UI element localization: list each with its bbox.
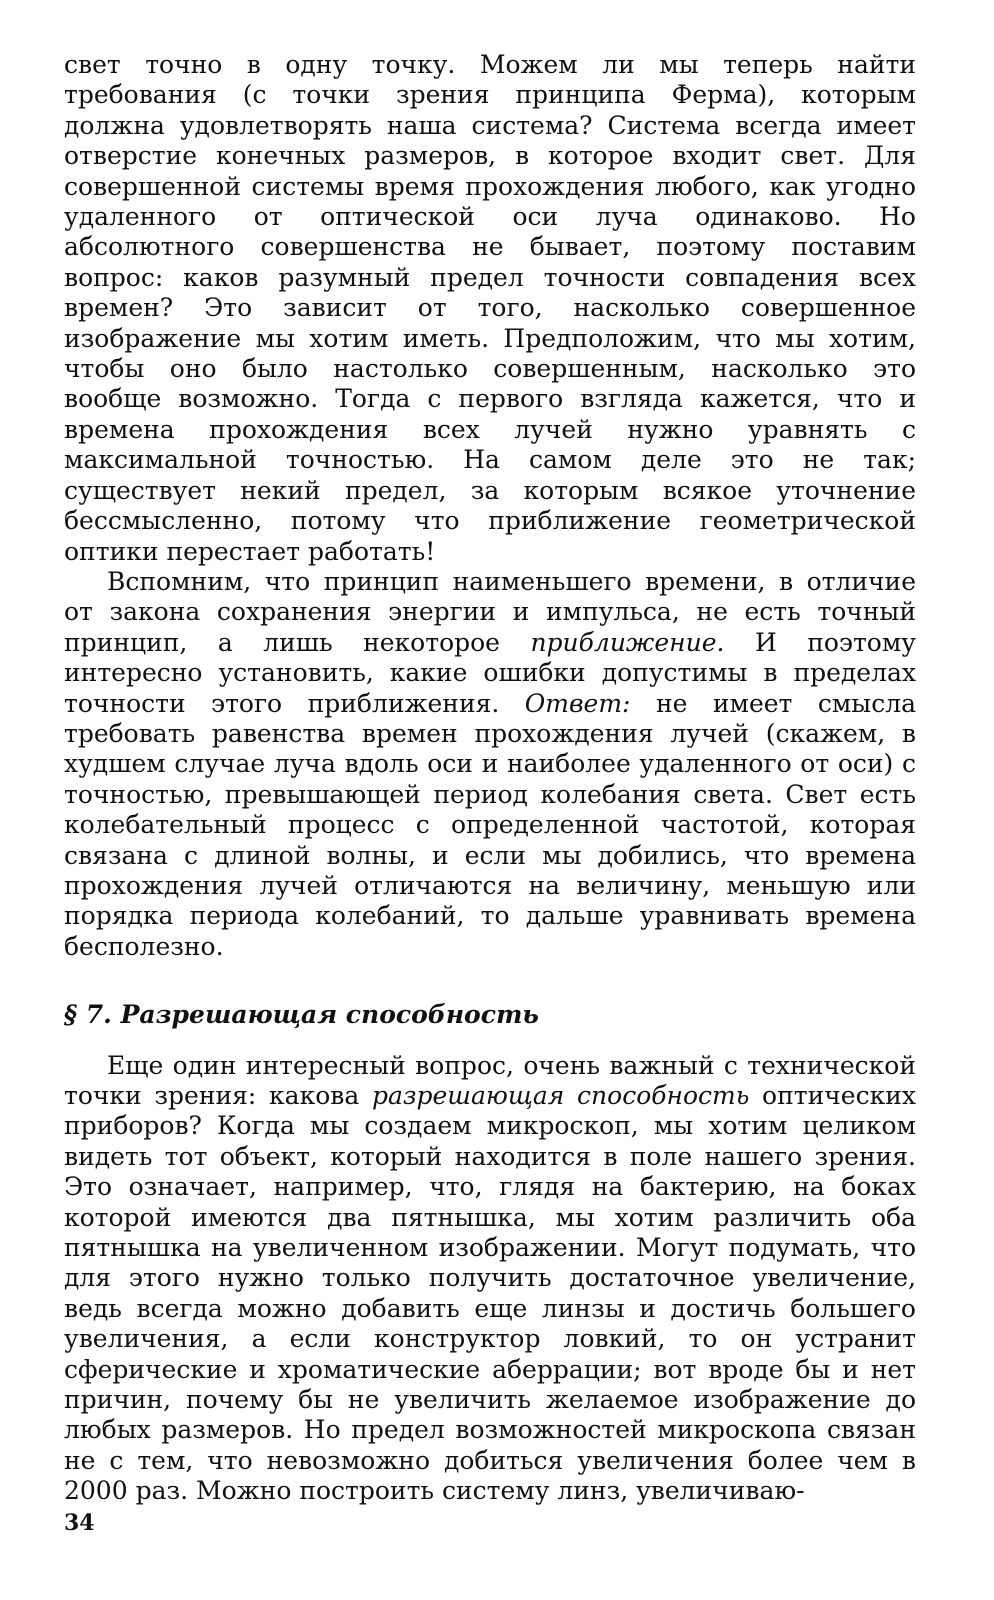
emphasis-approximation: приближение. xyxy=(530,627,725,657)
paragraph-text: И поэтому интересно установить, какие ошибки допустимы в пределах точности этого приближения. xyxy=(64,627,916,718)
section-title: Разрешающая способность xyxy=(120,1000,539,1030)
paragraph-text: оптических приборов? Когда мы создаем микроскоп, мы хотим целиком видеть тот объект, который находится в поле нашего зрения. Это означает, например, что, глядя на бактерию, на боках которой имеются два пятнышка, мы хотим различить оба пятнышка на увеличенном изображении. Могут подумать, что для этого нужно только получить достаточное увеличение, ведь всегда можно добавить еще линзы и достичь большего увеличения, а если конструктор ловкий, то он устранит сферические и хроматические аберрации; вот вроде бы и нет причин, почему бы не увеличить желаемое изображение до любых размеров. Но предел возможностей микроскопа связан не с тем, что невозможно добиться увеличения более чем в 2000 раз. Можно построить систему линз, увеличиваю- xyxy=(64,1081,916,1506)
paragraph-least-time-principle xyxy=(64,567,916,962)
paragraph-text: Еще один интересный вопрос, очень важный с технической точки зрения: какова xyxy=(64,1050,916,1110)
page-body xyxy=(64,50,916,1507)
section-heading xyxy=(64,1000,916,1030)
emphasis-answer: Ответ: xyxy=(524,688,631,718)
paragraph-resolving-power xyxy=(64,1051,916,1507)
paragraph-continuation: свет точно в одну точку. Можем ли мы теперь найти требования (с точки зрения принципа Ферма), которым должна удовлетворять наша система? Система всегда имеет отверстие конечных размеров, в которое входит свет. Для совершенной системы время прохождения любого, как угодно удаленного от оптической оси луча одинаково. Но абсолютного совершенства не бывает, поэтому поставим вопрос: каков разумный предел точности совпадения всех времен? Это зависит от того, насколько совершенное изображение мы хотим иметь. Предположим, что мы хотим, чтобы оно было настолько совершенным, насколько это вообще возможно. Тогда с первого взгляда кажется, что и времена прохождения всех лучей нужно уравнять с максимальной точностью. На самом деле это не так; существует некий предел, за которым всякое уточнение бессмысленно, потому что приближение геометрической оптики перестает работать! xyxy=(64,50,916,566)
emphasis-resolving-power: разрешающая способность xyxy=(371,1081,750,1110)
page-number: 34 xyxy=(64,1510,95,1536)
section-number: § 7. xyxy=(64,1000,112,1030)
paragraph-text: не имеет смысла требовать равенства времен прохождения лучей (скажем, в худшем случае луча вдоль оси и наиболее удаленного от оси) с точностью, превышающей период колебания света. Свет есть колебательный процесс с определенной частотой, которая связана с длиной волны, и если мы добились, что времена прохождения лучей отличаются на величину, меньшую или порядка периода колебаний, то дальше уравнивать времена бесполезно. xyxy=(64,688,916,961)
paragraph-text: Вспомним, что принцип наименьшего времени, в отличие от закона сохранения энергии и импульса, не есть точный принцип, а лишь некоторое xyxy=(64,566,916,657)
